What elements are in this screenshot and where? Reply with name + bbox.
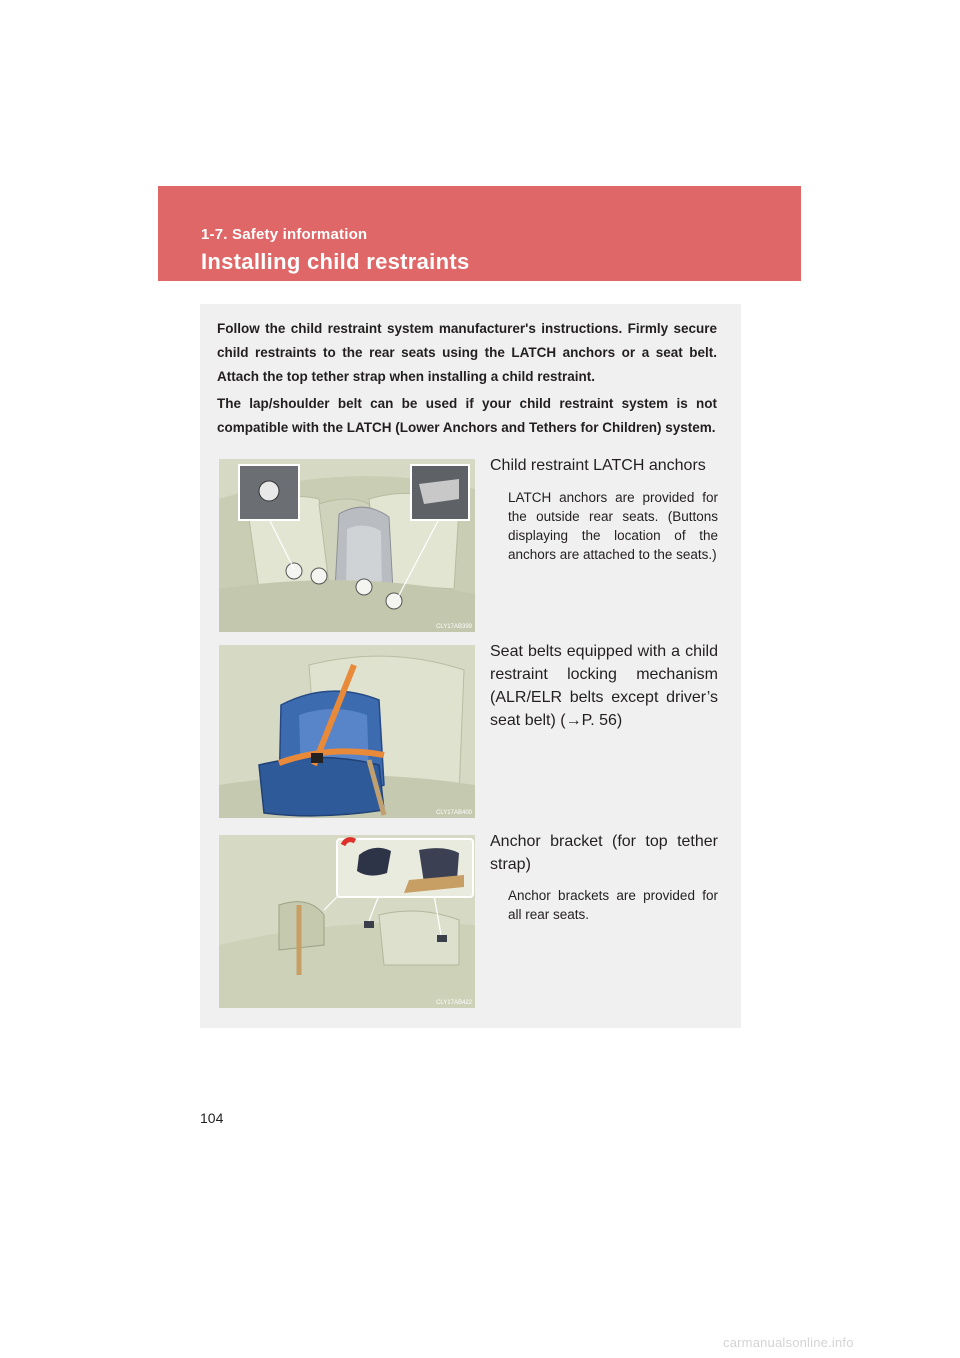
watermark: carmanualsonline.info xyxy=(723,1335,854,1350)
latch-anchors-illustration xyxy=(219,459,475,632)
anchor-bracket-drawing xyxy=(219,835,475,1008)
section-label: 1-7. Safety information xyxy=(201,226,368,243)
rear-seat-latch-drawing xyxy=(219,459,475,632)
page-title: Installing child restraints xyxy=(201,249,470,274)
section-header xyxy=(158,186,801,281)
item-title-latch-anchors: Child restraint LATCH anchors xyxy=(490,457,706,474)
intro-paragraph-1: Follow the child restraint system manufacturer's instructions. Firmly secure child restraints to the rear seats using the LATCH anchors or a seat belt. Attach the top tether strap when installing a child restraint. xyxy=(217,321,717,384)
seat-belt-child-seat-illustration xyxy=(219,645,475,818)
item-title-seat-belts: Seat belts equipped with a child restraint locking mechanism (ALR/ELR belts except driver’s seat belt) (→P. 56) xyxy=(490,643,718,729)
item-desc-latch-anchors: LATCH anchors are provided for the outside rear seats. (Buttons displaying the location of the anchors are attached to the seats.) xyxy=(508,490,718,562)
image-code: CLY17AB400 xyxy=(436,810,472,816)
anchor-bracket-illustration xyxy=(219,835,475,1008)
item-desc-anchor-bracket: Anchor brackets are provided for all rear seats. xyxy=(508,888,718,922)
intro-paragraph-2: The lap/shoulder belt can be used if your child restraint system is not compatible with the LATCH (Lower Anchors and Tethers for Children) system. xyxy=(217,396,717,435)
image-code: CLY17AB422 xyxy=(436,1000,472,1006)
image-code: CLY17AB399 xyxy=(436,624,472,630)
page-number: 104 xyxy=(200,1110,224,1126)
item-title-anchor-bracket: Anchor bracket (for top tether strap) xyxy=(490,833,718,873)
content-panel xyxy=(200,304,741,1028)
child-seat-belt-drawing xyxy=(219,645,475,818)
